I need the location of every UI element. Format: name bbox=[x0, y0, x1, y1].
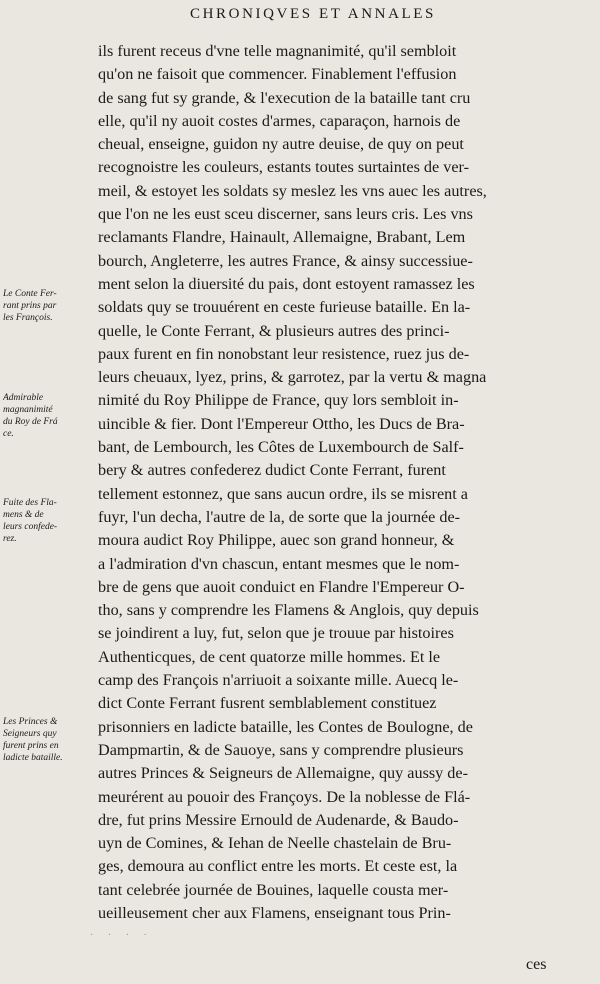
marginal-note bbox=[3, 716, 91, 764]
main-text-block bbox=[98, 40, 570, 925]
marginal-note-line: les François. bbox=[3, 313, 53, 323]
text-line: cheual, enseigne, guidon ny autre deuise, de quy on peut bbox=[98, 135, 464, 154]
text-line: uincible & fier. Dont l'Empereur Ottho, les Ducs de Bra- bbox=[98, 414, 465, 433]
marginal-note-line: du Roy de Frá bbox=[3, 417, 58, 427]
marginal-note bbox=[3, 288, 91, 324]
marginal-note-line: Admirable bbox=[3, 393, 44, 403]
bleed-through-mark: · · · · bbox=[90, 930, 153, 941]
text-line: nimité du Roy Philippe de France, quy lors sembloit in- bbox=[98, 391, 459, 410]
text-line: autres Princes & Seigneurs de Allemaigne, quy aussy de- bbox=[98, 764, 468, 783]
marginal-note-line: magnanimité bbox=[3, 405, 53, 415]
text-line: ges, demoura au conflict entre les morts. Et ceste est, la bbox=[98, 857, 458, 876]
marginal-note-line: mens & de bbox=[3, 510, 44, 520]
marginal-note bbox=[3, 392, 91, 440]
text-line: reclamants Flandre, Hainault, Allemaigne, Brabant, Lem bbox=[98, 228, 466, 247]
text-line: que l'on ne les eust sceu discerner, sans leurs cris. Les vns bbox=[98, 205, 473, 224]
text-line: ueilleusement cher aux Flamens, enseignant tous Prin- bbox=[98, 903, 451, 922]
text-line: camp des François n'arriuoit a soixante mille. Auecq le- bbox=[98, 671, 459, 690]
marginal-note-line: ladicte bataille. bbox=[3, 753, 63, 763]
text-line: elle, qu'il ny auoit costes d'armes, caparaçon, harnois de bbox=[98, 111, 461, 130]
marginal-note-line: Fuite des Fla- bbox=[3, 498, 57, 508]
text-line: ils furent receus d'vne telle magnanimité, qu'il sembloit bbox=[98, 42, 457, 60]
text-line: moura audict Roy Philippe, auec son grand honneur, & bbox=[98, 531, 455, 550]
text-line: tellement estonnez, que sans aucun ordre, ils se misrent a bbox=[98, 484, 468, 503]
text-line: tho, sans y comprendre les Flamens & Anglois, quy depuis bbox=[98, 601, 479, 620]
text-line: fuyr, l'un decha, l'autre de la, de sorte que la journée de- bbox=[98, 507, 461, 526]
catchword: ces bbox=[526, 956, 547, 973]
marginal-note-line: Les Princes & bbox=[3, 717, 58, 727]
marginal-note-line: Seigneurs quy bbox=[3, 729, 57, 739]
marginal-note-line: Le Conte Fer- bbox=[3, 289, 57, 299]
marginal-note-line: rez. bbox=[3, 534, 17, 544]
text-line: bourch, Angleterre, les autres France, & ainsy successiue- bbox=[98, 251, 473, 270]
text-line: leurs cheuaux, lyez, prins, & garrotez, par la vertu & magna bbox=[98, 368, 487, 387]
text-line: Dampmartin, & de Sauoye, sans y comprendre plusieurs bbox=[98, 740, 464, 759]
text-line: ment selon la diuersité du pais, dont estoyent ramassez les bbox=[98, 274, 475, 293]
marginal-note-line: leurs confede- bbox=[3, 522, 58, 532]
text-line: Authenticques, de cent quatorze mille hommes. Et le bbox=[98, 647, 441, 666]
text-line: prisonniers en ladicte bataille, les Contes de Boulogne, de bbox=[98, 717, 473, 736]
marginal-note-line: ce. bbox=[3, 429, 14, 439]
text-line: uyn de Comines, & Iehan de Neelle chastelain de Bru- bbox=[98, 834, 452, 853]
text-line: bant, de Lembourch, les Côtes de Luxembourch de Salf- bbox=[98, 438, 464, 457]
marginal-note-line: furent prins en bbox=[3, 741, 59, 751]
text-line: quelle, le Conte Ferrant, & plusieurs autres des princi- bbox=[98, 321, 450, 340]
text-line: recognoistre les couleurs, estants toutes surtaintes de ver- bbox=[98, 158, 469, 177]
text-line: a l'admiration d'vn chascun, entant mesmes que le nom- bbox=[98, 554, 460, 573]
text-line: soldats quy se trouuérent en ceste furieuse bataille. En la- bbox=[98, 298, 471, 317]
text-line: se joindirent a luy, fut, selon que je trouue par histoires bbox=[98, 624, 454, 643]
text-line: bre de gens que auoit conduict en Flandre l'Empereur O- bbox=[98, 577, 465, 596]
marginal-note-line: rant prins par bbox=[3, 301, 57, 311]
text-line: qu'on ne faisoit que commencer. Finablement l'effusion bbox=[98, 65, 457, 84]
text-line: tant celebrée journée de Bouines, laquelle cousta mer- bbox=[98, 880, 449, 899]
text-line: meil, & estoyet les soldats sy meslez les vns auec les autres, bbox=[98, 181, 487, 200]
text-line: paux furent en fin nonobstant leur resistence, ruez jus de- bbox=[98, 344, 470, 363]
marginal-note bbox=[3, 497, 91, 545]
text-line: de sang fut sy grande, & l'execution de la bataille tant cru bbox=[98, 88, 471, 107]
text-line: bery & autres confederez dudict Conte Ferrant, furent bbox=[98, 461, 446, 480]
text-line: dict Conte Ferrant fusrent semblablement constituez bbox=[98, 694, 437, 713]
text-line: meurérent au pouoir des Françoys. De la noblesse de Flá- bbox=[98, 787, 471, 806]
running-header: CHRONIQVES ET ANNALES bbox=[190, 6, 436, 22]
text-line: dre, fut prins Messire Ernould de Audenarde, & Baudo- bbox=[98, 810, 459, 829]
